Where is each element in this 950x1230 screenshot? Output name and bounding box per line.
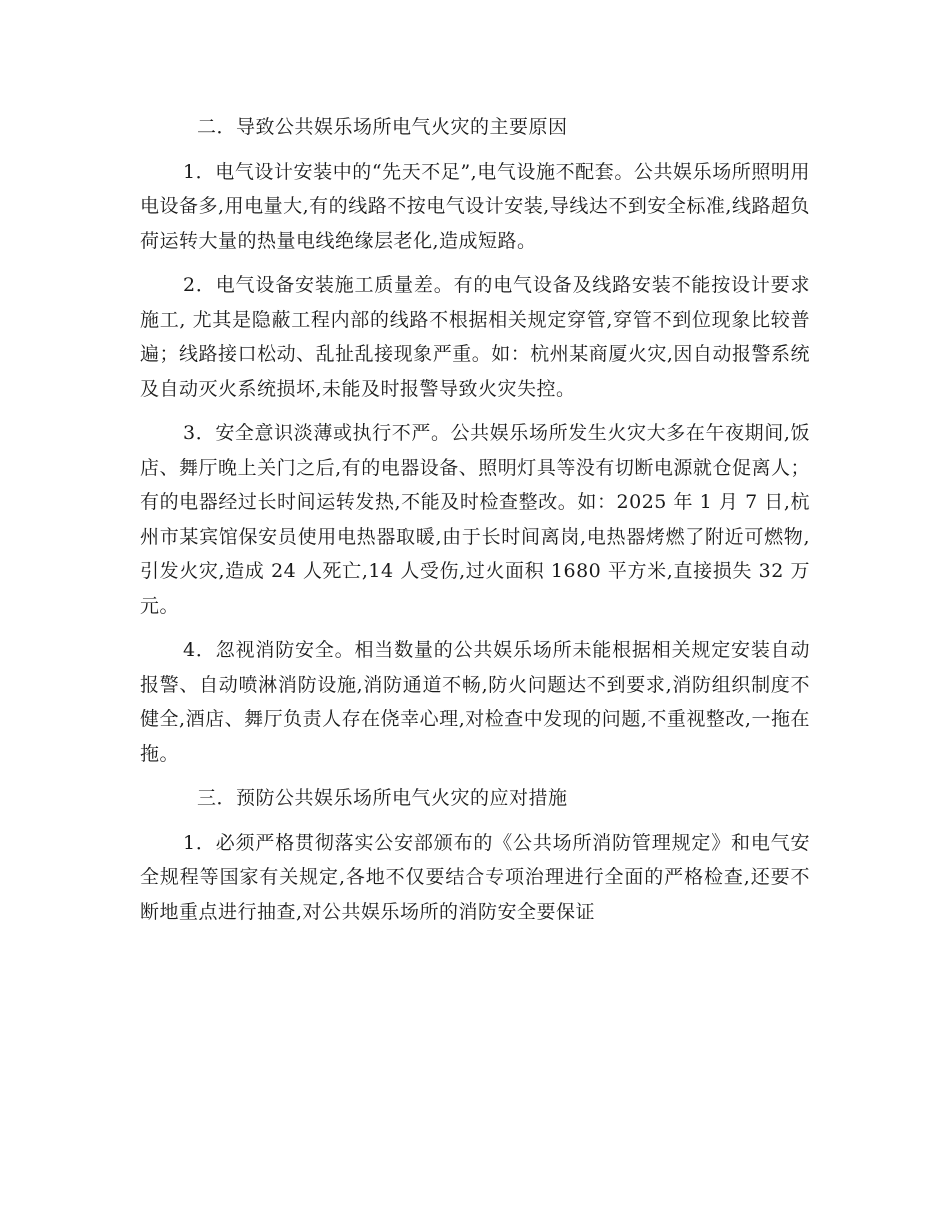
- paragraph-text: 安全意识淡薄或执行不严。公共娱乐场所发生火灾大多在午夜期间,饭店、舞厅晚上关门之后,有的电器设备、照明灯具等没有切断电源就仓促离人；有的电器经过长时间运转发热,不能及时检查整改。如：2025 年 1 月 7 日,杭州市某宾馆保安员使用电热器取暖,由于长时间离岗,电热器烤燃了附近可燃物,引发火灾,造成 24 人死亡,14 人受伤,过火面积 1680 平方米,直接损失 32 万元。: [140, 422, 811, 617]
- item-number: 2．: [183, 274, 216, 296]
- item-number: 4．: [183, 639, 216, 661]
- paragraph-text: 必须严格贯彻落实公安部颁布的《公共场所消防管理规定》和电气安全规程等国家有关规定,各地不仅要结合专项治理进行全面的严格检查,还要不断地重点进行抽查,对公共娱乐场所的消防安全要保证: [140, 831, 810, 923]
- item-number: 1．: [183, 160, 216, 183]
- item-number: 1．: [183, 831, 216, 854]
- paragraph-text: 电气设备安装施工质量差。有的电气设备及线路安装不能按设计要求施工, 尤其是隐蔽工程内部的线路不根据相关规定穿管,穿管不到位现象比较普遍；线路接口松动、乱扯乱接现象严重。如：杭州某商厦火灾,因自动报警系统及自动灭火系统损坏,未能及时报警导致火灾失控。: [140, 274, 810, 400]
- paragraph-2-4: [140, 633, 810, 771]
- section-heading-2: 二．导致公共娱乐场所电气火灾的主要原因: [197, 116, 568, 138]
- item-number: 3．: [183, 422, 216, 444]
- paragraph-text: 忽视消防安全。相当数量的公共娱乐场所未能根据相关规定安装自动报警、自动喷淋消防设施,消防通道不畅,防火问题达不到要求,消防组织制度不健全,酒店、舞厅负责人存在侥幸心理,对检查中发现的问题,不重视整改,一拖在拖。: [140, 639, 810, 765]
- paragraph-2-2: [140, 268, 810, 406]
- paragraph-3-1: [140, 826, 810, 930]
- paragraph-2-3: [140, 416, 810, 623]
- paragraph-2-1: [140, 155, 810, 259]
- paragraph-text: 电气设计安装中的“先天不足”,电气设施不配套。公共娱乐场所照明用电设备多,用电量大,有的线路不按电气设计安装,导线达不到安全标准,线路超负荷运转大量的热量电线绝缘层老化,造成短路。: [140, 160, 811, 252]
- document-body: [140, 110, 810, 939]
- section-heading-3: 三．预防公共娱乐场所电气火灾的应对措施: [197, 787, 568, 809]
